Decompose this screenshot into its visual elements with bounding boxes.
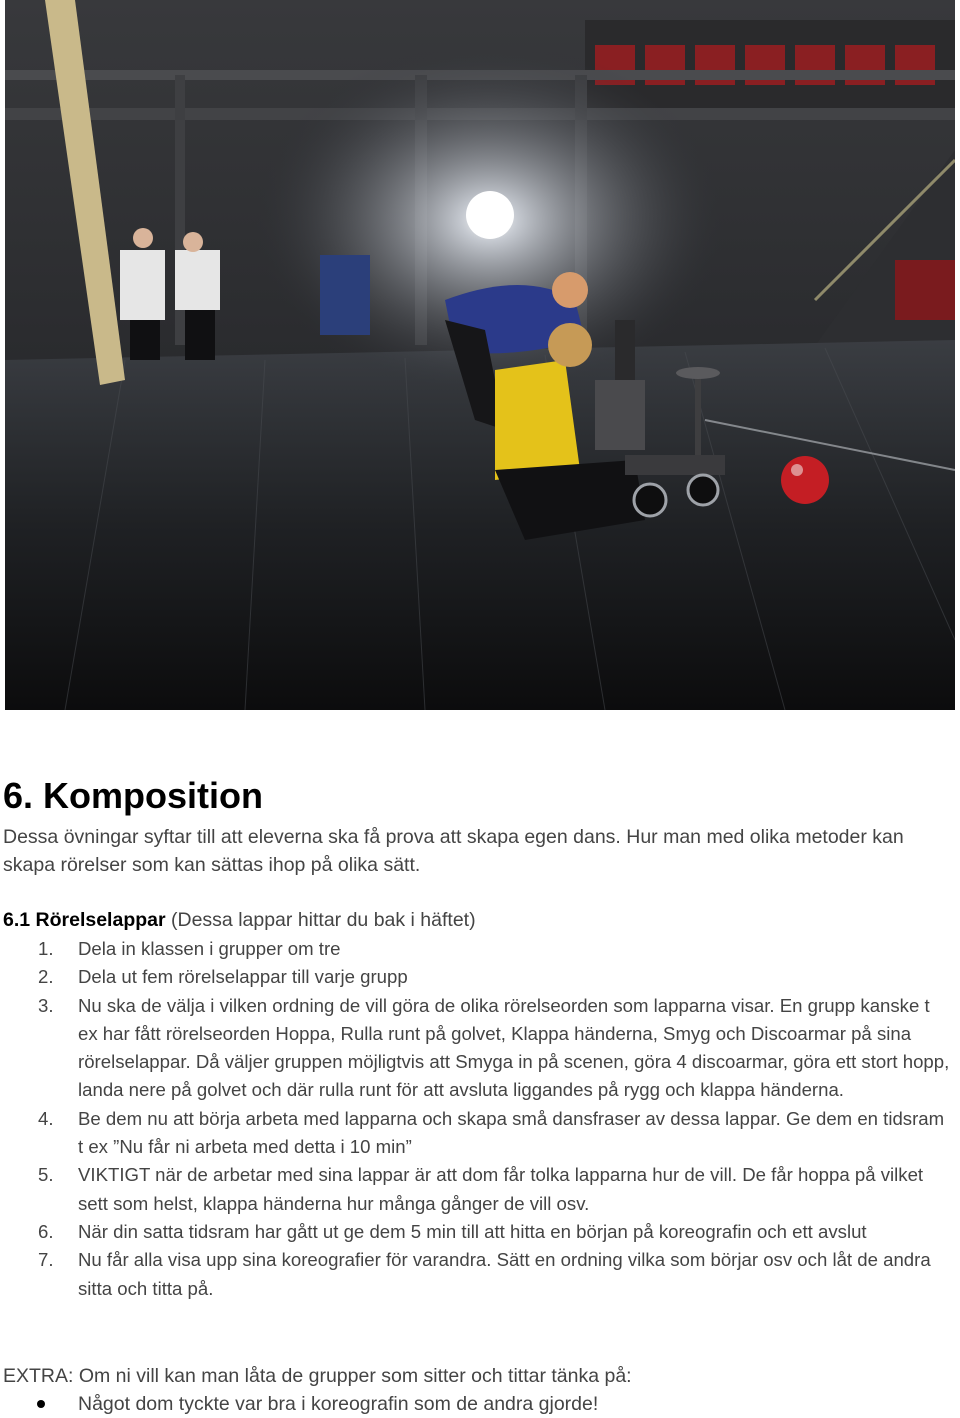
- extra-paragraph: EXTRA: Om ni vill kan man låta de grupper som sitter och tittar tänka på:: [3, 1365, 632, 1387]
- extra-bullet-list: [0, 1390, 960, 1418]
- section-title-bold: 6.1 Rörelselappar: [3, 909, 166, 931]
- list-item-text: Dela ut fem rörelselappar till varje grupp: [78, 966, 408, 988]
- list-item-number: 2.: [38, 966, 54, 988]
- list-item: [0, 1390, 960, 1418]
- list-item-text: Dela in klassen i grupper om tre: [78, 938, 341, 959]
- list-item: [0, 1161, 960, 1218]
- list-item-number: 3.: [38, 994, 54, 1016]
- rehearsal-photo: [5, 0, 955, 710]
- bullet-icon: [37, 1400, 45, 1408]
- section-title-note: (Dessa lappar hittar du bak i häftet): [165, 909, 476, 931]
- list-item-number: 1.: [38, 938, 54, 959]
- list-item-number: 6.: [38, 1220, 54, 1242]
- list-item-number: 4.: [38, 1107, 54, 1129]
- list-item-text: Något dom tyckte var bra i koreografin som de andra gjorde!: [78, 1393, 599, 1415]
- list-item: [0, 1218, 960, 1246]
- list-item-text: Nu ska de välja i vilken ordning de vill göra de olika rörelseorden som lapparna visar. En grupp kanske t ex har fått rörelseorden Hoppa, Rulla runt på golvet, Klappa händerna, Smyg och Discoarmar på sina rörelselappar. Då väljer gruppen möjligtvis att Smyga in på scenen, göra 4 discoarmar, göra ett stort hopp, landa nere på golvet och där rulla runt för att avsluta liggandes på rygg och klappa händerna.: [78, 994, 950, 1101]
- list-item: [0, 992, 960, 1105]
- list-item: [0, 963, 960, 991]
- steps-list: [0, 935, 960, 1303]
- list-item: [0, 935, 960, 963]
- list-item-text: Be dem nu att börja arbeta med lapparna och skapa små dansfraser av dessa lappar. Ge dem en tidsram t ex ”Nu får ni arbeta med detta i 10 min”: [78, 1107, 945, 1158]
- list-item: [0, 1105, 960, 1162]
- list-item-text: Nu får alla visa upp sina koreografier för varandra. Sätt en ordning vilka som börjar osv och låt de andra sitta och titta på.: [78, 1249, 931, 1299]
- list-item-text: VIKTIGT när de arbetar med sina lappar är att dom får tolka lapparna hur de vill. De får hoppa på vilket sett som helst, klappa händerna hur många gånger de vill osv.: [78, 1164, 924, 1214]
- list-item: [0, 1246, 960, 1303]
- list-item-number: 7.: [38, 1249, 54, 1271]
- list-item-text: När din satta tidsram har gått ut ge dem 5 min till att hitta en början på koreografin och ett avslut: [78, 1220, 867, 1242]
- section-title: [3, 906, 476, 934]
- list-item-number: 5.: [38, 1164, 54, 1186]
- intro-paragraph: Dessa övningar syftar till att eleverna ska få prova att skapa egen dans. Hur man med olika metoder kan skapa rörelser som kan sättas ihop på olika sätt.: [3, 826, 904, 876]
- page-heading: 6. Komposition: [3, 775, 263, 816]
